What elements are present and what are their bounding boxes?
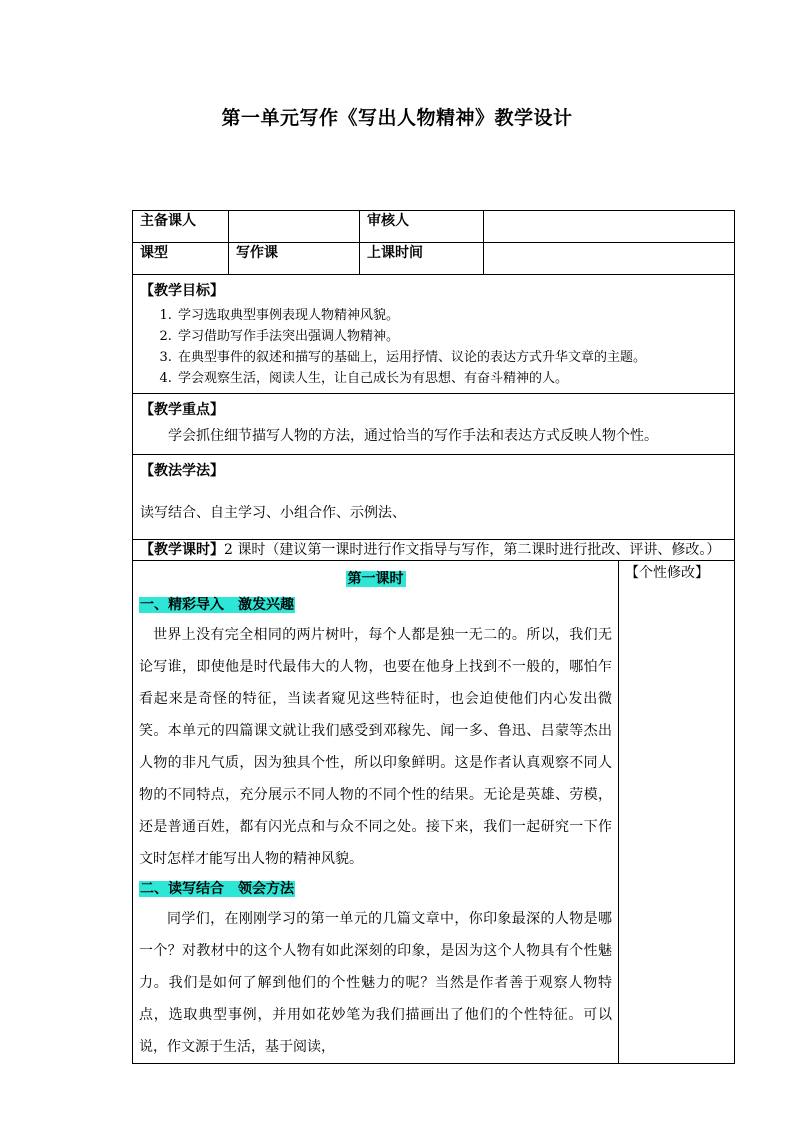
preparer-value xyxy=(229,211,360,243)
hours-cell xyxy=(133,540,735,561)
goals-row xyxy=(133,275,735,394)
type-label: 课型 xyxy=(133,243,229,275)
goal-item: 1. 学习选取典型事例表现人物精神风貌。 xyxy=(176,305,727,326)
focus-cell xyxy=(133,394,735,455)
section1-title xyxy=(139,595,612,615)
section2-text: 同学们，在刚刚学习的第一单元的几篇文章中，你印象最深的人物是哪一个？对教材中的这个人物有如此深刻的印象，是因为这个人物具有个性魅力。我们是如何了解到他们的个性魅力的呢？当然是作者善于观察人物特点，选取典型事例，并用如花妙笔为我们描画出了他们的个性特征。可以说，作文源于生活，基于阅读， xyxy=(139,911,612,1055)
lesson-content-cell xyxy=(133,561,619,1064)
focus-row xyxy=(133,394,735,455)
goal-item: 3. 在典型事件的叙述和描写的基础上，运用抒情、议论的表达方式升华文章的主题。 xyxy=(176,347,727,368)
lesson-plan-table xyxy=(132,210,735,1064)
lesson-title-text: 第一课时 xyxy=(347,571,404,587)
preparer-label: 主备课人 xyxy=(133,211,229,243)
side-note: 【个性修改】 xyxy=(625,565,709,581)
lesson-row xyxy=(133,561,735,1064)
page-title: 第一单元写作《写出人物精神》教学设计 xyxy=(221,107,573,129)
goal-item: 2. 学习借助写作手法突出强调人物精神。 xyxy=(176,326,727,347)
reviewer-label: 审核人 xyxy=(360,211,484,243)
header-row-preparer xyxy=(133,211,735,243)
goals-heading: 【教学目标】 xyxy=(140,283,224,299)
lesson-title xyxy=(139,569,612,589)
header-row-type xyxy=(133,243,735,275)
section1-title-text: 一、精彩导入 激发兴趣 xyxy=(140,597,294,613)
time-label: 上课时间 xyxy=(360,243,484,275)
section2-title-text: 二、读写结合 领会方法 xyxy=(140,881,294,897)
side-note-cell xyxy=(619,561,735,1064)
hours-text: 2 课时（建议第一课时进行作文指导与写作，第二课时进行批改、评讲、修改。） xyxy=(224,542,721,558)
reviewer-value xyxy=(484,211,735,243)
methods-row xyxy=(133,455,735,540)
section1-text: 世界上没有完全相同的两片树叶，每个人都是独一无二的。所以，我们无论写谁，即使他是时代最伟大的人物，也要在他身上找到不一般的，哪怕乍看起来是奇怪的特征，当读者窥见这些特征时，也会迫使他们内心发出微笑。本单元的四篇课文就让我们感受到邓稼先、闻一多、鲁迅、吕蒙等杰出人物的非凡气质，因为独具个性，所以印象鲜明。这是作者认真观察不同人物的不同特点，充分展示不同人物的不同个性的结果。无论是英雄、劳模，还是普通百姓，都有闪光点和与众不同之处。接下来，我们一起研究一下作文时怎样才能写出人物的精神风貌。 xyxy=(139,627,612,867)
methods-cell xyxy=(133,455,735,540)
goals-list xyxy=(140,305,727,389)
type-value: 写作课 xyxy=(229,243,360,275)
goals-cell xyxy=(133,275,735,394)
hours-row xyxy=(133,540,735,561)
hours-heading: 【教学课时】 xyxy=(140,542,224,558)
methods-heading: 【教法学法】 xyxy=(140,463,224,479)
goal-item: 4. 学会观察生活，阅读人生，让自己成长为有思想、有奋斗精神的人。 xyxy=(176,368,727,389)
time-value xyxy=(484,243,735,275)
section2-title xyxy=(139,879,612,899)
focus-text: 学会抓住细节描写人物的方法，通过恰当的写作手法和表达方式反映人物个性。 xyxy=(168,428,658,444)
methods-text: 读写结合、自主学习、小组合作、示例法、 xyxy=(140,505,406,521)
focus-heading: 【教学重点】 xyxy=(140,402,224,418)
